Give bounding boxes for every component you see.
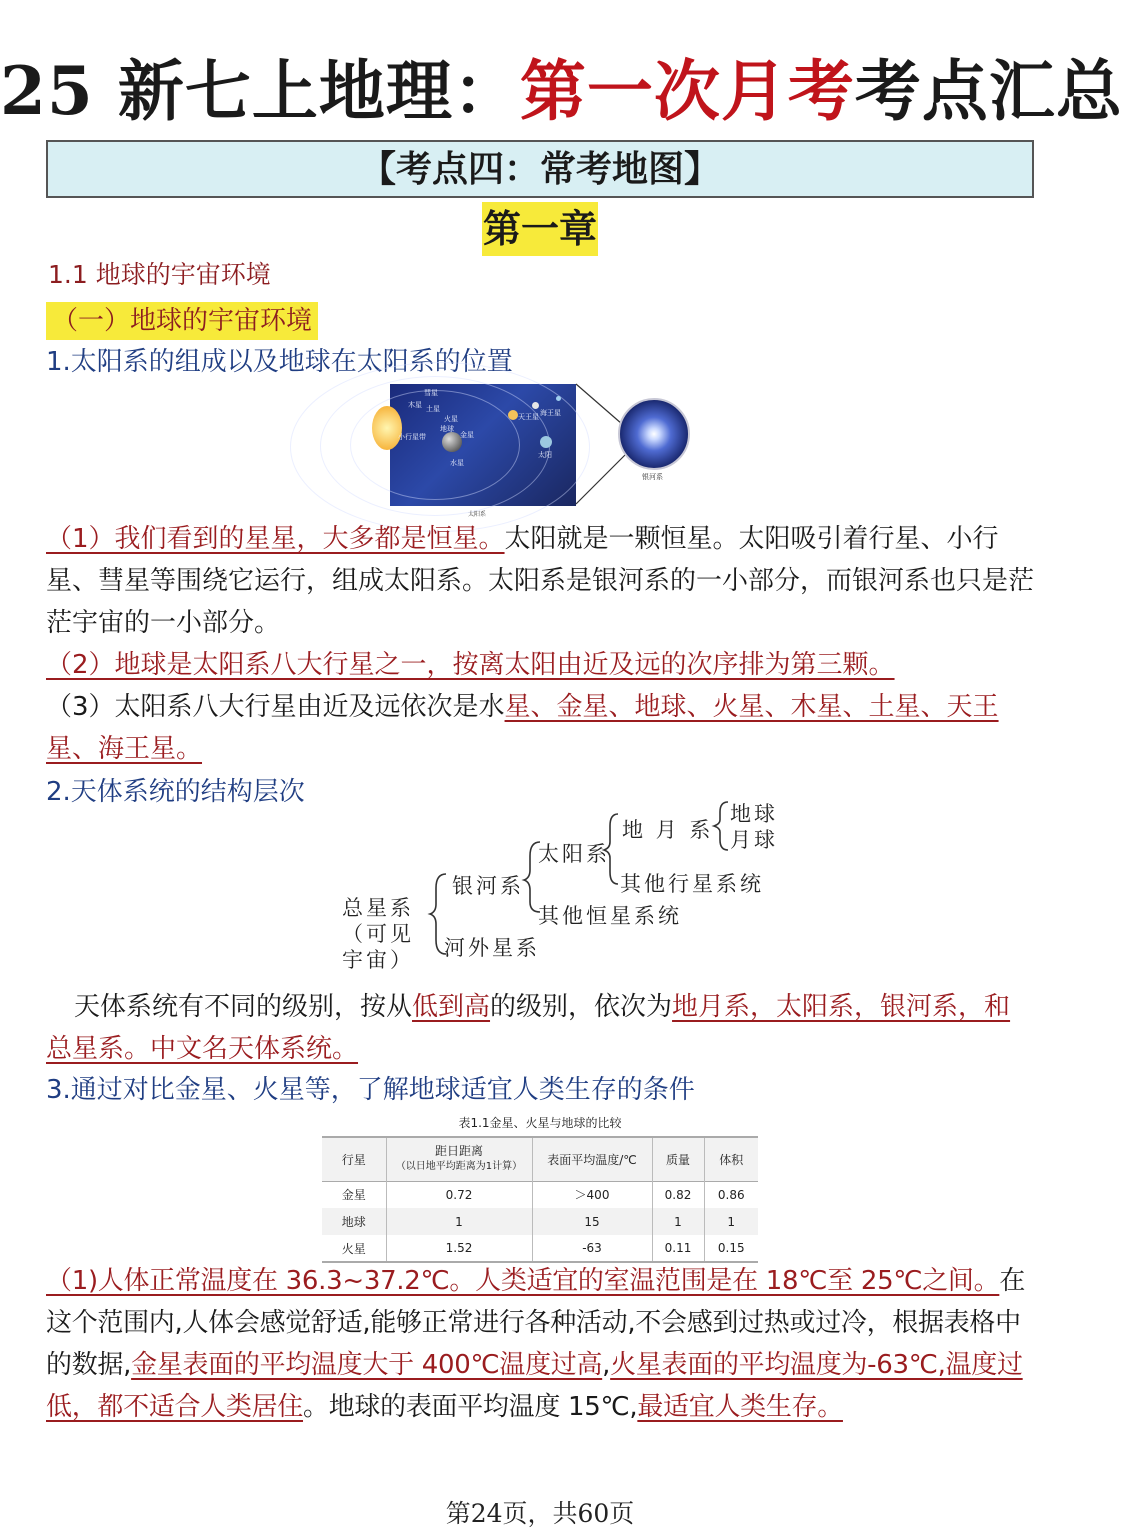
paragraph-text: 的级别，依次为 [490, 992, 673, 1022]
paragraph-4 [46, 986, 1036, 1070]
table-cell: 0.15 [717, 1241, 745, 1255]
topic-heading-2: 2.天体系统的结构层次 [46, 777, 305, 807]
paragraph-2 [46, 644, 1036, 686]
paragraph-5 [46, 1260, 1036, 1428]
key-point: 低到高 [412, 992, 491, 1022]
solar-system-image [390, 384, 576, 506]
subsection-heading: （一）地球的宇宙环境 [46, 302, 318, 340]
solar-label: 火星 [444, 415, 458, 423]
diagram-node: 月球 [730, 828, 778, 852]
table-cell: 地球 [322, 1208, 386, 1235]
table-cell: ＞400 [532, 1181, 652, 1208]
solar-label: 水星 [450, 459, 464, 467]
table-row [322, 1235, 758, 1262]
planet-icon [540, 436, 552, 448]
diagram-node: 太阳系 [538, 842, 610, 866]
table-cell: 0.11 [652, 1235, 704, 1262]
diagram-node: 其他恒星系统 [538, 904, 682, 928]
column-header: 体积 [719, 1152, 744, 1167]
paragraph-text: 天体系统有不同的级别，按从 [74, 992, 413, 1022]
solar-label: 木星 [408, 401, 422, 409]
solar-label: 彗星 [424, 389, 438, 397]
table-cell: 0.72 [386, 1181, 532, 1208]
sun-icon [372, 406, 402, 450]
galaxy-icon [618, 398, 690, 470]
paragraph-text: 在这个范围内,人体会感觉舒适,能够正常进行各种活动,不会感到过热或过冷，根据表格中的数据, [46, 1266, 1026, 1380]
title-highlight: 第一次月考 [519, 52, 855, 130]
key-point: 星、金星、地球、火星、木星、土星、天王星、海王星。 [46, 692, 999, 764]
solar-label: 小行星带 [398, 433, 426, 441]
table-cell: 火星 [322, 1235, 386, 1262]
diagram-node: 总星系 [342, 896, 414, 920]
table-cell: 1.52 [386, 1235, 532, 1262]
diagram-node: 地球 [730, 802, 778, 826]
comparison-table [322, 1136, 758, 1263]
paragraph-text: （3）太阳系八大行星由近及远依次是水 [46, 692, 505, 722]
solar-label: 金星 [460, 431, 474, 439]
table-cell: 0.86 [717, 1187, 745, 1202]
galaxy-label: 银河系 [642, 473, 663, 481]
key-point: （2）地球是太阳系八大行星之一，按离太阳由近及远的次序排为第三颗。 [46, 650, 895, 680]
key-point: （1）我们看到的星星，大多都是恒星。 [46, 524, 505, 554]
solar-label: 土星 [426, 405, 440, 413]
diagram-node: 宇宙） [342, 948, 414, 972]
section-heading: 1.1 地球的宇宙环境 [48, 260, 271, 289]
table-cell: -63 [532, 1235, 652, 1262]
table-caption: 表1.1金星、火星与地球的比较 [458, 1116, 622, 1130]
paragraph-1 [46, 518, 1036, 644]
solar-label: 天王星 [518, 413, 539, 421]
solar-label: 海王星 [540, 409, 561, 417]
diagram-node: 地 月 系 [622, 818, 714, 842]
table-cell: 1 [386, 1208, 532, 1235]
table-row [322, 1208, 758, 1235]
column-header: 质量 [652, 1137, 704, 1181]
diagram-node: 其他行星系统 [620, 872, 764, 896]
diagram-node: （可见 [342, 922, 414, 946]
column-header: 表面平均温度/℃ [532, 1137, 652, 1181]
paragraph-text: 。地球的表面平均温度 15℃, [303, 1392, 638, 1422]
solar-label: 地球 [440, 425, 454, 433]
paragraph-text: 太阳就是一颗恒星。太阳吸引着行星、小行星、彗星等围绕它运行，组成太阳系。太阳系是银河系的一小部分，而银河系也只是茫茫宇宙的一小部分。 [46, 524, 1035, 638]
table-row [322, 1181, 758, 1208]
topic-heading-3: 3.通过对比金星、火星等，了解地球适宜人类生存的条件 [46, 1075, 695, 1105]
page-number: 第24页，共60页 [445, 1499, 635, 1528]
table-cell: 1 [727, 1214, 736, 1229]
chapter-heading: 第一章 [482, 202, 598, 256]
paragraph-text: , [602, 1350, 611, 1380]
topic-heading-1: 1.太阳系的组成以及地球在太阳系的位置 [46, 347, 513, 377]
diagram-node: 银河系 [452, 874, 524, 898]
section-banner: 【考点四：常考地图】 [46, 140, 1034, 198]
planet-icon [508, 410, 518, 420]
key-point: 地月系，太阳系，银河系，和总星系。中文名天体系统。 [46, 992, 1011, 1064]
title-prefix: 25 新七上地理： [0, 52, 520, 130]
key-point: 金星表面的平均温度大于 400℃温度过高 [131, 1350, 603, 1380]
title-suffix: 考点汇总 [854, 52, 1123, 130]
planet-icon [532, 402, 539, 409]
table-cell: 0.82 [652, 1181, 704, 1208]
planet-icon [556, 396, 561, 401]
planet-icon [442, 432, 462, 452]
key-point: 火星表面的平均温度为-63℃,温度过低，都不适合人类居住 [46, 1350, 1023, 1422]
solar-label: 太阳 [538, 451, 552, 459]
diagram-braces [420, 796, 740, 966]
key-point: （1)人体正常温度在 36.3~37.2℃。人类适宜的室温范围是在 18℃至 25℃之间。 [46, 1266, 1000, 1296]
table-cell: 15 [532, 1208, 652, 1235]
column-header: 行星 [322, 1137, 386, 1181]
column-header: 距日距离 （以日地平均距离为1计算） [386, 1137, 532, 1181]
diagram-node: 河外星系 [444, 936, 540, 960]
table-header-row [322, 1137, 758, 1181]
paragraph-3 [46, 686, 1036, 770]
key-point: 最适宜人类生存。 [637, 1392, 843, 1422]
page-title [0, 48, 1123, 134]
table-cell: 1 [652, 1208, 704, 1235]
table-cell: 金星 [322, 1181, 386, 1208]
figure-caption: 太阳系 [468, 511, 487, 518]
